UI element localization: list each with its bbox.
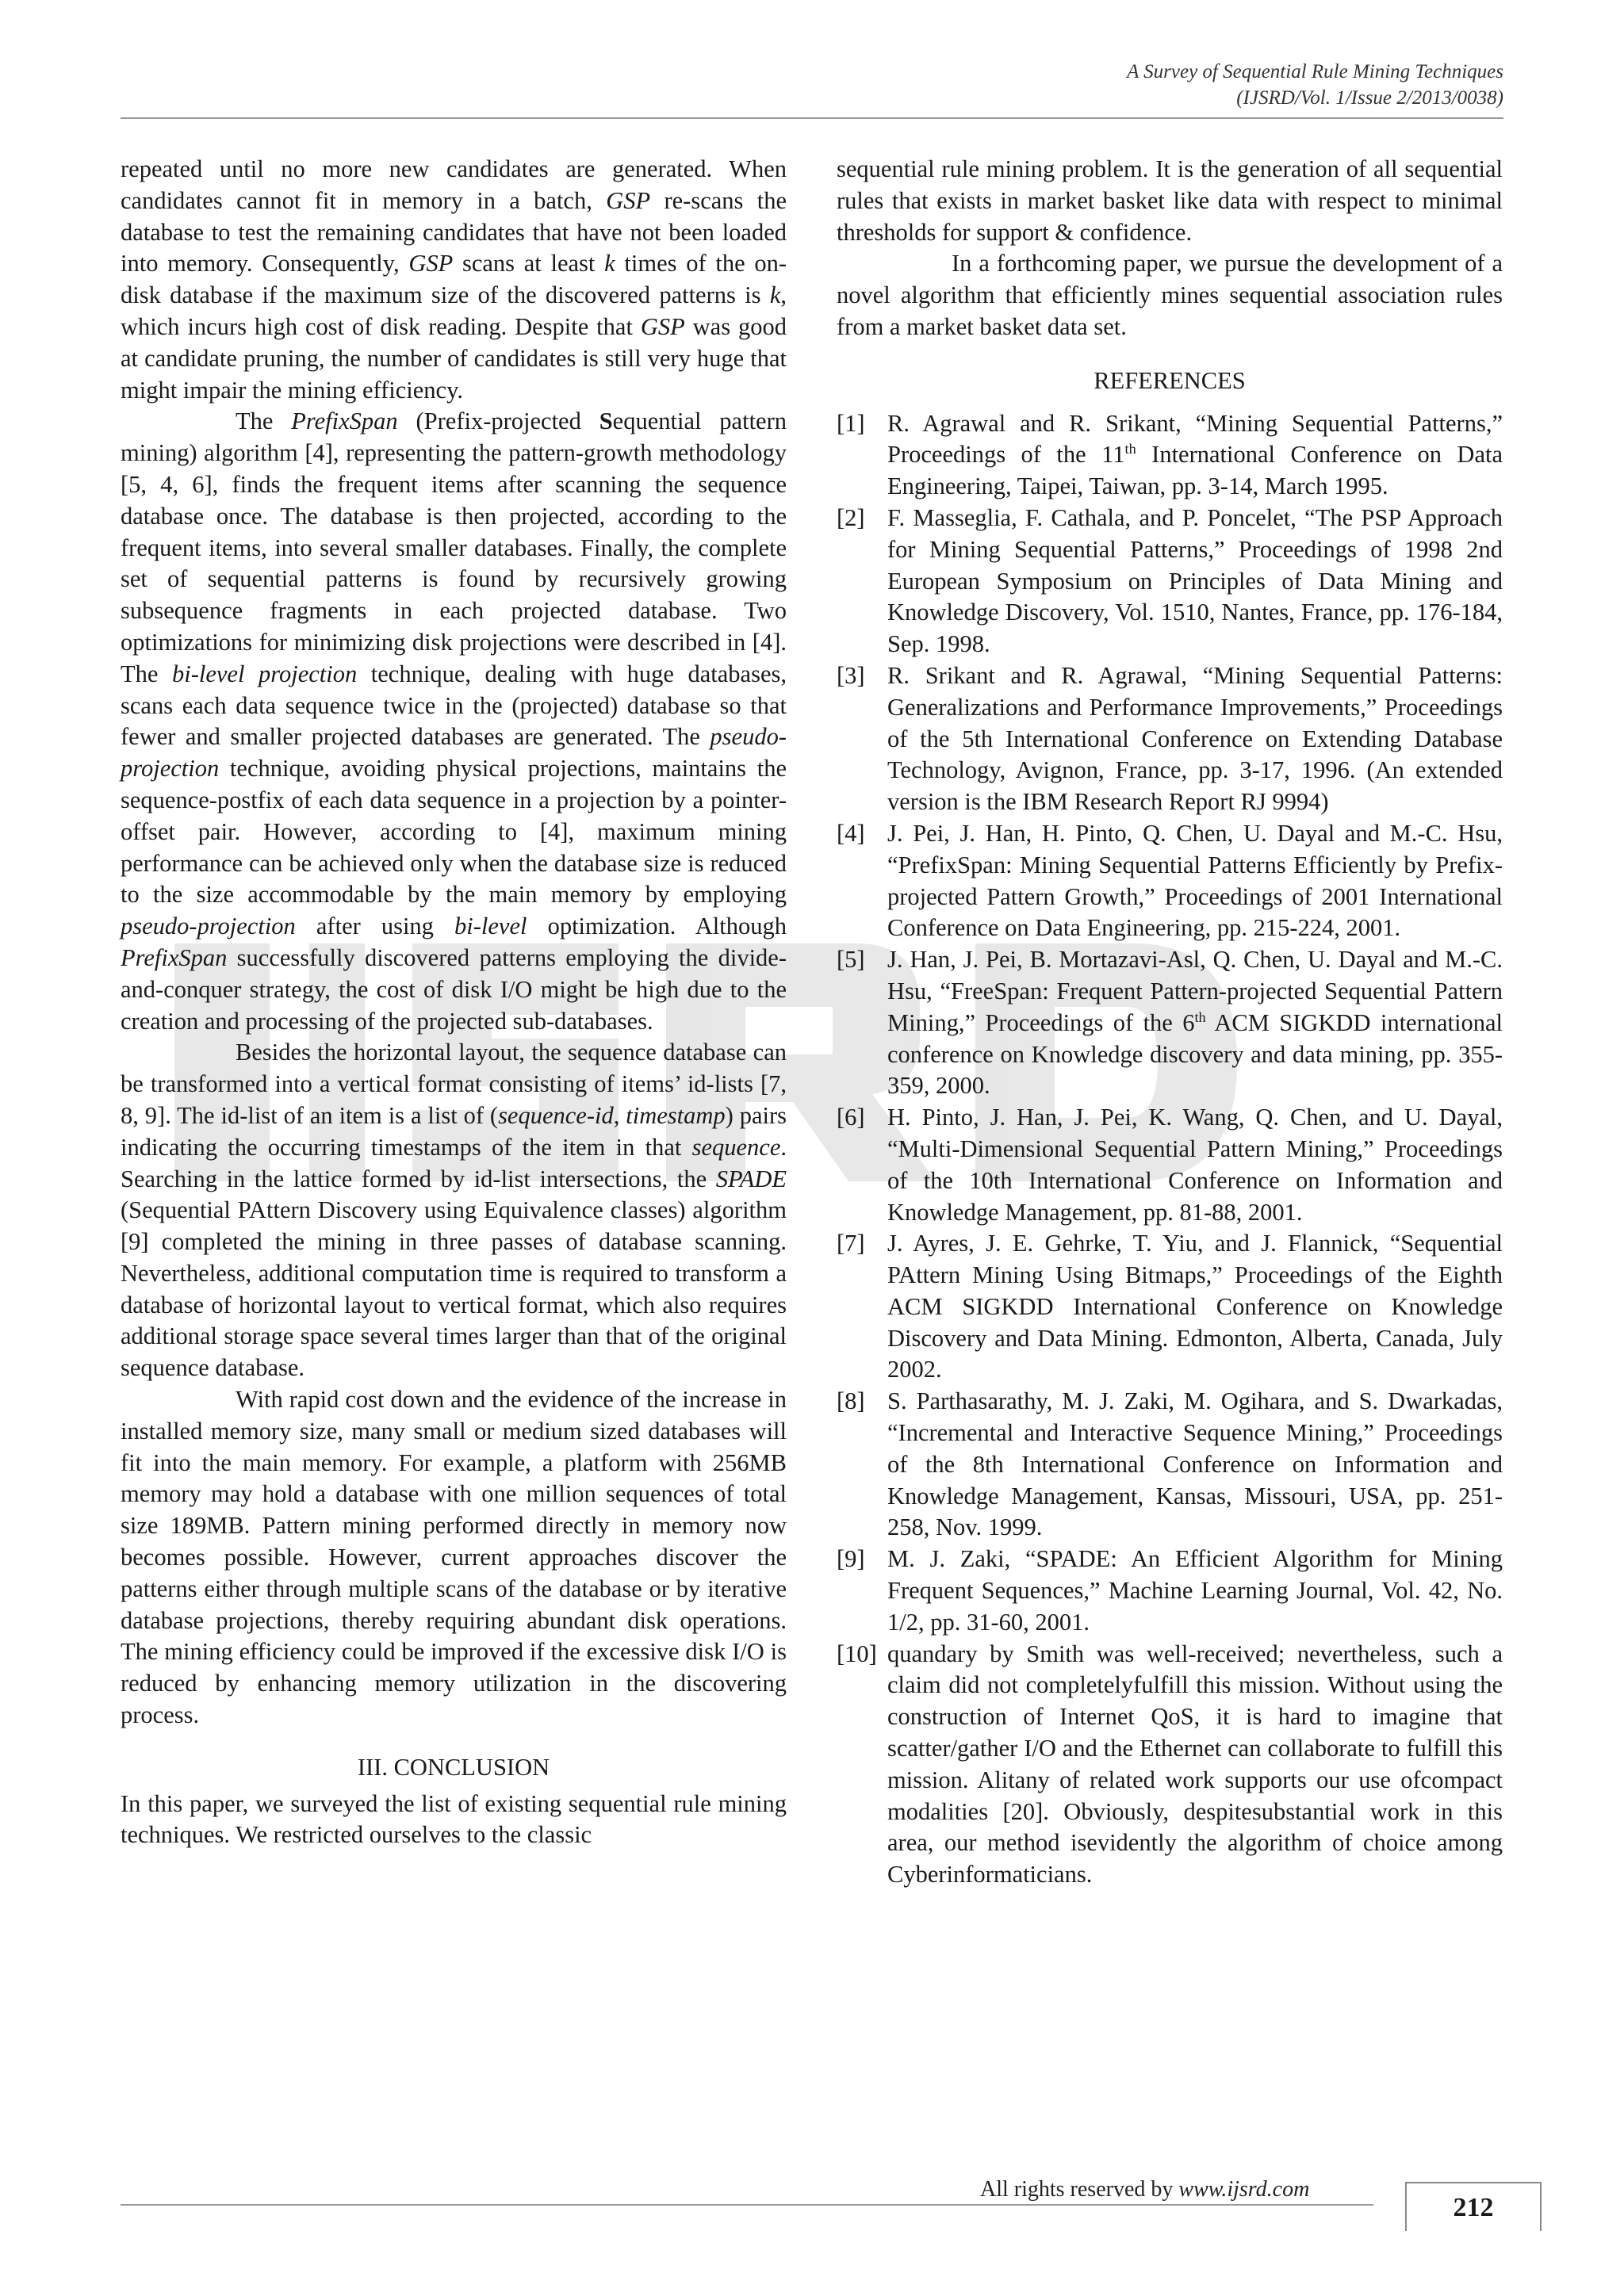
text-run: quandary by Smith was well-received; nevertheless, such a claim did not completelyfulfill this mission. Without using the construction of Internet QoS, it is hard to imagine that scatter/gather I/O and the Ethernet can collaborate to fulfill this mission. Alitany of related work supports our use ofcompact modalities [20]. Obviously, despitesubstantial work in this area, our method isevidently the algorithm of choice among Cyberinformaticians. — [887, 1640, 1503, 1888]
reference-text — [887, 1386, 1503, 1544]
references-heading: REFERENCES — [1094, 366, 1246, 394]
text-run: International Conference on Data Engineering, Taipei, Taiwan, pp. 3-14, March 1995. — [887, 441, 1503, 500]
text-run: th — [1124, 441, 1136, 457]
reference-text — [887, 1102, 1503, 1228]
reference-text — [887, 503, 1503, 660]
running-header — [1127, 59, 1503, 111]
text-run: J. Han, J. Pei, B. Mortazavi-Asl, Q. Chen, U. Dayal and M.-C. Hsu, “FreeSpan: Frequent Pattern-projected Sequential Pattern Mining,” Proceedings of the 6 — [887, 946, 1503, 1036]
text-run: Besides the horizontal layout, the sequence database can be transformed into a vertical format consisting of items’ id-lists [7, 8, 9]. The id-list of an item is a list of ( — [121, 1039, 787, 1129]
text-run: k — [604, 250, 615, 277]
reference-number: [9] — [837, 1545, 865, 1573]
text-run: times of the on-disk database if the maximum size of the discovered patterns is — [121, 250, 787, 309]
text-run: timestamp — [626, 1101, 726, 1129]
paragraph-conclusion-cont — [837, 154, 1503, 248]
text-run: (Prefix-projected — [397, 408, 599, 435]
text-run: sequence — [691, 1133, 781, 1161]
text-run: after using — [295, 913, 455, 940]
reference-number: [10] — [837, 1640, 877, 1667]
reference-number: [2] — [837, 503, 865, 531]
page-number: 212 — [1405, 2182, 1542, 2231]
text-run: k — [769, 281, 781, 309]
header-rule — [121, 117, 1503, 119]
text-run: technique, dealing with huge databases, scans each data sequence twice in the (projected) database so that fewer and smaller projected databases are generated. The — [121, 660, 787, 751]
paragraph-conclusion — [121, 1789, 787, 1852]
paragraph-prefixspan — [121, 406, 787, 1037]
reference-number: [1] — [837, 409, 865, 437]
reference-list — [837, 408, 1503, 1891]
text-run: . Searching in the lattice formed by id-list intersections, the — [121, 1133, 787, 1192]
footer-rights-text: All rights reserved by — [980, 2177, 1179, 2202]
reference-text — [887, 660, 1503, 818]
reference-text — [887, 408, 1503, 503]
reference-text — [887, 1639, 1503, 1891]
text-run: (Sequential PAttern Discovery using Equivalence classes) algorithm [9] completed the mining in three passes of database scanning. Nevertheless, additional computation time is required to transform a database of horizontal layout to vertical format, which also requires additional storage space several times larger than that of the original sequence database. — [121, 1196, 787, 1382]
text-run: The — [236, 408, 292, 435]
paragraph-future-work — [837, 248, 1503, 342]
text-run: SPADE — [715, 1165, 787, 1192]
paragraph-gsp — [121, 154, 787, 406]
text-run: PrefixSpan — [121, 943, 228, 971]
text-run: , — [613, 1101, 626, 1129]
text-run: R. Srikant and R. Agrawal, “Mining Sequential Patterns: Generalizations and Performance Improvements,” Proceedings of the 5th International Conference on Extending Database Technology, Avignon, France, pp. 3-17, 1996. (An extended version is the IBM Research Report RJ 9994) — [887, 661, 1503, 816]
text-run: bi-level — [454, 913, 527, 940]
text-run: PrefixSpan — [291, 408, 398, 435]
text-run: ) pairs indicating the occurring timestamps of the item in that — [121, 1101, 787, 1161]
paragraph-vertical-format — [121, 1037, 787, 1384]
reference-item — [837, 408, 1503, 503]
header-title: A Survey of Sequential Rule Mining Techniques — [1127, 61, 1503, 82]
text-run: successfully discovered patterns employing the divide-and-conquer strategy, the cost of disk I/O might be high due to the creation and processing of the projected sub-databases. — [121, 943, 787, 1035]
reference-item — [837, 1102, 1503, 1228]
text-run: J. Pei, J. Han, H. Pinto, Q. Chen, U. Dayal and M.-C. Hsu, “PrefixSpan: Mining Sequential Patterns Efficiently by Prefix-projected Pattern Growth,” Proceedings of 2001 International Conference on Data Engineering, pp. 215-224, 2001. — [887, 819, 1503, 942]
left-column — [121, 154, 787, 1851]
text-run: J. Ayres, J. E. Gehrke, T. Yiu, and J. Flannick, “Sequential PAttern Mining Using Bitmaps,” Proceedings of the Eighth ACM SIGKDD International Conference on Knowledge Discovery and Data Mining. Edmonton, Alberta, Canada, July 2002. — [887, 1230, 1503, 1383]
text-run: re-scans the database to test the remaining candidates that have not been loaded into memory. Consequently, — [121, 186, 787, 277]
text-run: GSP — [606, 186, 651, 214]
reference-item — [837, 503, 1503, 660]
footer-rights — [980, 2177, 1309, 2202]
text-run: equential pattern mining) algorithm [4], representing the pattern-growth methodology [5, 4, 6], finds the frequent items after scanning the sequence database once. The database is then projected, according to the frequent items, into several smaller databases. Finally, the complete set of sequential patterns is found by recursively growing subsequence fragments in each projected database. Two optimizations for minimizing disk projections were described in [4]. The — [121, 408, 787, 687]
text-run: H. Pinto, J. Han, J. Pei, K. Wang, Q. Chen, and U. Dayal, “Multi-Dimensional Sequential Pattern Mining,” Proceedings of the 10th International Conference on Information and Knowledge Management, pp. 81-88, 2001. — [887, 1104, 1503, 1226]
text-run: S. Parthasarathy, M. J. Zaki, M. Ogihara, and S. Dwarkadas, “Incremental and Interactive Sequence Mining,” Proceedings of the 8th International Conference on Information and Knowledge Management, Kansas, Missouri, USA, pp. 251-258, Nov. 1999. — [887, 1387, 1503, 1541]
reference-item — [837, 1544, 1503, 1638]
text-run: F. Masseglia, F. Cathala, and P. Poncelet, “The PSP Approach for Mining Sequential Patterns,” Proceedings of 1998 2nd European Symposium on Principles of Data Mining and Knowledge Discovery, Vol. 1510, Nantes, France, pp. 176-184, Sep. 1998. — [887, 503, 1503, 658]
text-run: S — [599, 408, 613, 435]
text-run: pseudo-projection — [121, 913, 296, 940]
reference-text — [887, 944, 1503, 1102]
text-run: repeated until no more new candidates are generated. When candidates cannot fit in memory in a batch, — [121, 155, 787, 214]
paragraph-memory — [121, 1384, 787, 1732]
conclusion-heading: III. CONCLUSION — [357, 1753, 550, 1781]
text-run: optimization. Although — [527, 913, 787, 940]
text-run: With rapid cost down and the evidence of the increase in installed memory size, many small or medium sized databases will fit into the main memory. For example, a platform with 256MB memory may hold a database with one million sequences of total size 189MB. Pattern mining performed directly in memory now becomes possible. However, current approaches discover the patterns either through multiple scans of the database or by iterative database projections, thereby requiring abundant disk operations. The mining efficiency could be improved if the excessive disk I/O is reduced by enhancing memory utilization in the discovering process. — [121, 1386, 787, 1729]
reference-item — [837, 818, 1503, 944]
text-run: In this paper, we surveyed the list of existing sequential rule mining techniques. We restricted ourselves to the classic — [121, 1789, 787, 1849]
reference-item — [837, 1228, 1503, 1386]
text-run: scans at least — [453, 250, 605, 277]
text-run: GSP — [640, 312, 685, 340]
reference-text — [887, 1228, 1503, 1386]
reference-number: [3] — [837, 661, 865, 689]
footer-rule — [121, 2204, 1373, 2206]
text-run: , which incurs high cost of disk reading. Despite that — [121, 281, 787, 340]
reference-text — [887, 818, 1503, 944]
text-run: GSP — [408, 250, 454, 277]
text-run: M. J. Zaki, “SPADE: An Efficient Algorithm for Mining Frequent Sequences,” Machine Learning Journal, Vol. 42, No. 1/2, pp. 31-60, 2001. — [887, 1545, 1503, 1636]
header-issue: (IJSRD/Vol. 1/Issue 2/2013/0038) — [1236, 87, 1503, 109]
footer-site-link[interactable]: www.ijsrd.com — [1178, 2177, 1310, 2202]
reference-number: [4] — [837, 819, 865, 847]
text-run: was good at candidate pruning, the number of candidates is still very huge that might impair the mining efficiency. — [121, 312, 787, 404]
text-run: pseudo-projection — [121, 723, 787, 783]
text-run: sequential rule mining problem. It is the generation of all sequential rules that exists in market basket like data with respect to minimal thresholds for support & confidence. — [837, 155, 1503, 246]
text-run: sequence-id — [498, 1101, 614, 1129]
reference-item — [837, 1386, 1503, 1544]
text-run: R. Agrawal and R. Srikant, “Mining Sequential Patterns,” Proceedings of the 11 — [887, 409, 1503, 469]
reference-number: [8] — [837, 1387, 865, 1415]
reference-number: [7] — [837, 1230, 865, 1257]
text-run: bi-level projection — [171, 660, 358, 687]
text-run: th — [1194, 1008, 1206, 1025]
right-column — [837, 154, 1503, 1891]
reference-item — [837, 1639, 1503, 1891]
reference-number: [5] — [837, 946, 865, 974]
text-run: technique, avoiding physical projections, maintains the sequence-postfix of each data sequence in a projection by a pointer-offset pair. However, according to [4], maximum mining performance can be achieved only when the database size is reduced to the size accommodable by the main memory by employing — [121, 755, 787, 909]
text-run: In a forthcoming paper, we pursue the development of a novel algorithm that efficiently mines sequential association rules from a market basket data set. — [837, 250, 1503, 340]
reference-number: [6] — [837, 1104, 865, 1131]
text-run: ACM SIGKDD international conference on Knowledge discovery and data mining, pp. 355-359, 2000. — [887, 1008, 1503, 1100]
reference-item — [837, 944, 1503, 1102]
reference-item — [837, 660, 1503, 818]
reference-text — [887, 1544, 1503, 1638]
